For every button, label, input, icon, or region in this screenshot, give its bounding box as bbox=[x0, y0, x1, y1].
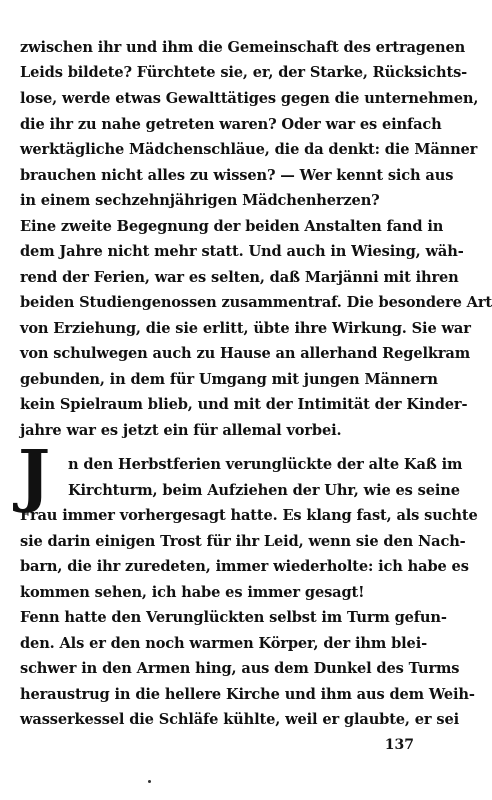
text-line: die ihr zu nahe getreten waren? Oder war es einfach bbox=[20, 116, 442, 133]
text-line: Leids bildete? Fürchtete sie, er, der Starke, Rücksichts- bbox=[20, 64, 468, 81]
text-line: werktägliche Mädchenschläue, die da denkt: die Männer bbox=[20, 141, 478, 158]
text-line: beiden Studiengenossen zusammentraf. Die besondere Art bbox=[20, 294, 492, 311]
text-line: wasserkessel die Schläfe kühlte, weil er glaubte, er sei bbox=[20, 711, 459, 728]
text-line: Frau immer vorhergesagt hatte. Es klang fast, als suchte bbox=[20, 507, 478, 524]
text-line: in einem sechzehnjährigen Mädchenherzen? bbox=[20, 192, 380, 209]
text-line: jahre war es jetzt ein für allemal vorbei. bbox=[20, 422, 342, 439]
text-line: dem Jahre nicht mehr statt. Und auch in Wiesing, wäh- bbox=[20, 243, 464, 260]
text-line: Eine zweite Begegnung der beiden Anstalten fand in bbox=[20, 218, 444, 235]
text-line: lose, werde etwas Gewalttätiges gegen die unternehmen, bbox=[20, 90, 479, 107]
text-line: schwer in den Armen hing, aus dem Dunkel des Turms bbox=[20, 660, 460, 677]
text-line: den. Als er den noch warmen Körper, der ihm blei- bbox=[20, 635, 427, 652]
text-line: n den Herbstferien verunglückte der alte Kaß im bbox=[68, 456, 463, 473]
text-line: heraustrug in die hellere Kirche und ihm aus dem Weih- bbox=[20, 686, 475, 703]
text-line: brauchen nicht alles zu wissen? — Wer kennt sich aus bbox=[20, 167, 454, 184]
text-line: von schulwegen auch zu Hause an allerhand Regelkram bbox=[20, 345, 470, 362]
text-line: Kirchturm, beim Aufziehen der Uhr, wie es seine bbox=[68, 482, 460, 499]
text-line: kommen sehen, ich habe es immer gesagt! bbox=[20, 584, 365, 601]
text-line: sie darin einigen Trost für ihr Leid, wenn sie den Nach- bbox=[20, 533, 466, 550]
text-line: gebunden, in dem für Umgang mit jungen Männern bbox=[20, 371, 438, 388]
text-line: barn, die ihr zuredeten, immer wiederholte: ich habe es bbox=[20, 558, 469, 575]
page-number: 137 bbox=[384, 737, 414, 753]
drop-cap: J bbox=[18, 436, 51, 516]
text-line: kein Spielraum blieb, und mit der Intimität der Kinder- bbox=[20, 396, 468, 413]
text-line: von Erziehung, die sie erlitt, übte ihre Wirkung. Sie war bbox=[20, 320, 471, 337]
text-line: Fenn hatte den Verunglückten selbst im Turm gefun- bbox=[20, 609, 447, 626]
print-speck bbox=[148, 780, 151, 783]
text-line: rend der Ferien, war es selten, daß Marjänni mit ihren bbox=[20, 269, 459, 286]
text-line: zwischen ihr und ihm die Gemeinschaft des ertragenen bbox=[20, 39, 466, 56]
